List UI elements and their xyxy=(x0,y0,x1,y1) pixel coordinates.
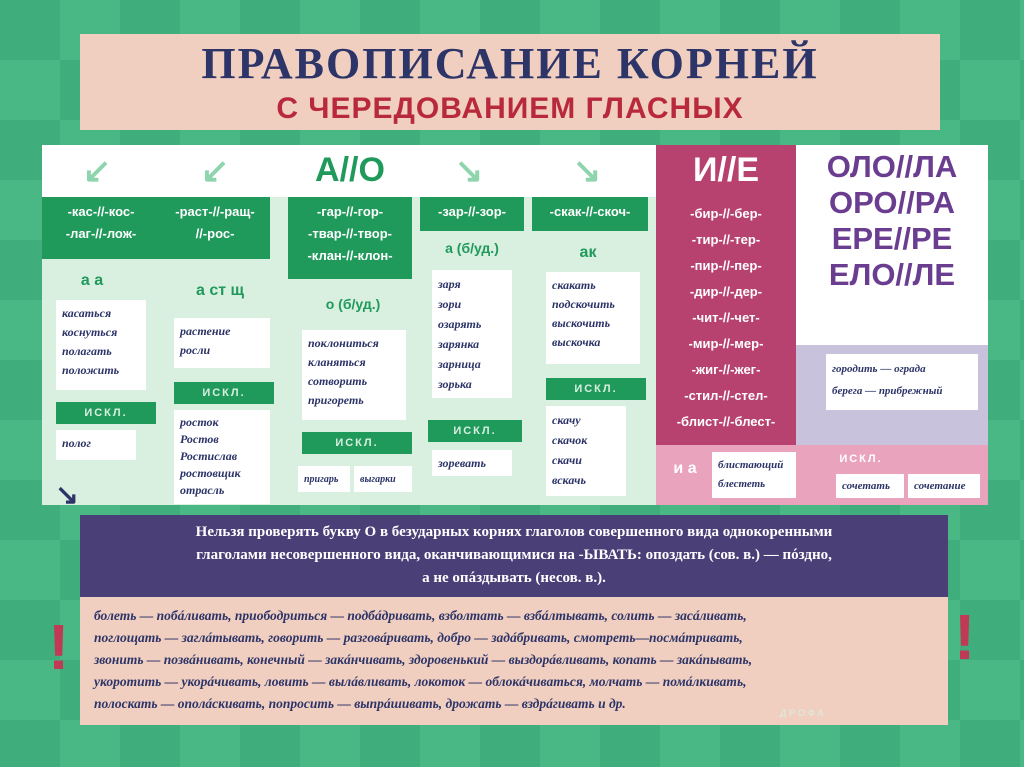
ie-words: блистающий блестеть xyxy=(712,452,800,498)
title-box xyxy=(80,34,940,130)
olo-words: городить — ограда берега — прибрежный xyxy=(826,354,978,410)
olo-exception-2: сочетание xyxy=(908,474,980,498)
examples-box xyxy=(80,597,948,725)
olo-heading-3: ЕРЕ//РЕ xyxy=(831,221,953,256)
ie-mark: и а xyxy=(673,460,697,477)
ie-roots: -бир-//-бер- -тир-//-тер- -пир-//-пер- -дир-//-дер- -чит-//-чет- -мир-//-мер- -жиг-//-жег- -стил-//-стел- -блист-//-блест- xyxy=(676,206,776,429)
column-gar-mark: о (б/уд.) xyxy=(325,296,381,312)
column-zar-mark: а (б/уд.) xyxy=(445,240,499,256)
column-rast-roots: -раст-//-ращ- //-рос- xyxy=(160,197,270,259)
column-kas-words: касаться коснуться полагать положить xyxy=(56,300,146,390)
column-gar-words: поклониться кланяться сотворить пригореть xyxy=(302,330,406,420)
examples-line-1: болеть — побáливать, приободриться — подбáдривать, взболтать — взбáлтывать, солить — засáливать, xyxy=(94,608,747,623)
column-rast-words: растение росли xyxy=(174,318,270,368)
rule-note-line-2: глаголами несовершенного вида, оканчивающимися на -ЫВАТЬ: опоздать (сов. в.) — пóздно, xyxy=(196,547,832,563)
examples-line-5: полоскать — ополáскивать, попросить — выпрáшивать, дрожать — вздрáгивать и др. xyxy=(94,696,626,711)
column-gar-roots: -гар-//-гор- -твар-//-твор- -клан-//-клон- xyxy=(288,197,412,279)
column-skak-exceptions: скачу скачок скачи вскачь xyxy=(546,406,626,496)
olo-exception-1: сочетать xyxy=(836,474,904,498)
column-zar-roots: -зар-//-зор- xyxy=(420,197,524,231)
ie-column xyxy=(656,197,796,445)
column-skak-mark: ак xyxy=(579,244,597,261)
column-zar-iskl: ИСКЛ. xyxy=(428,420,522,442)
column-rast-exceptions: росток Ростов Ростислав ростовщик отрасль xyxy=(174,410,270,504)
arrow-down-right-icon: ↘ xyxy=(454,152,484,190)
ie-heading: И//Е xyxy=(692,151,759,189)
column-skak-words: скакать подскочить выскочить выскочка xyxy=(546,272,640,364)
column-kas-mark: а а xyxy=(80,272,104,289)
column-kas-roots: -кас-//-кос- -лаг-//-лож- xyxy=(42,197,160,259)
publisher-logo: ДРОФА xyxy=(780,708,827,718)
exclamation-right-icon: ! xyxy=(954,601,976,673)
page-subtitle: С ЧЕРЕДОВАНИЕМ ГЛАСНЫХ xyxy=(276,92,744,125)
column-gar-exception-1: пригарь xyxy=(298,466,350,492)
olo-heading-4: ЕЛО//ЛЕ xyxy=(828,257,956,292)
page-title: ПРАВОПИСАНИЕ КОРНЕЙ xyxy=(201,39,819,88)
arrow-down-left-icon: ↙ xyxy=(82,152,112,190)
column-skak-roots: -скак-//-скоч- xyxy=(532,197,648,231)
olo-iskl: ИСКЛ. xyxy=(826,448,896,470)
olo-heading-2: ОРО//РА xyxy=(828,185,956,220)
column-zar-words: заря зори озарять зарянка зарница зорька xyxy=(432,270,512,398)
column-kas-iskl: ИСКЛ. xyxy=(56,402,156,424)
arrow-down-right-icon: ↘ xyxy=(572,152,602,190)
exclamation-left-icon: ! xyxy=(48,611,70,683)
rule-note-line-1: Нельзя проверять букву О в безударных корнях глаголов совершенного вида однокоренными xyxy=(195,524,833,540)
olo-panel xyxy=(796,145,988,345)
rule-note-line-3: а не опáздывать (несов. в.). xyxy=(422,570,606,586)
examples-line-2: поглощать — заглáтывать, говорить — разговáривать, добро — задáбривать, смотреть—посмáтривать, xyxy=(94,630,743,645)
olo-heading-1: ОЛО//ЛА xyxy=(826,149,958,184)
column-rast-mark: а ст щ xyxy=(195,282,245,299)
column-skak-iskl: ИСКЛ. xyxy=(546,378,646,400)
examples-line-3: звонить — позвáнивать, конечный — закáнчивать, здоровенький — выздорáвливать, копать — закáпывать, xyxy=(94,652,753,667)
column-gar-exception-2: выгарки xyxy=(354,466,412,492)
rule-note xyxy=(80,515,948,597)
column-gar-iskl: ИСКЛ. xyxy=(302,432,412,454)
column-rast-iskl: ИСКЛ. xyxy=(174,382,274,404)
column-zar-exceptions: зоревать xyxy=(432,450,512,476)
examples-line-4: укоротить — укорáчивать, ловить — вылáвливать, локоток — облокáчиваться, молчать — помáлкивать, xyxy=(94,674,747,689)
column-kas-exceptions: полог xyxy=(56,430,136,460)
arrow-down-left-icon: ↙ xyxy=(200,152,230,190)
ao-heading: А//О xyxy=(315,151,385,189)
arrow-down-right-icon: ↘ xyxy=(55,479,79,510)
